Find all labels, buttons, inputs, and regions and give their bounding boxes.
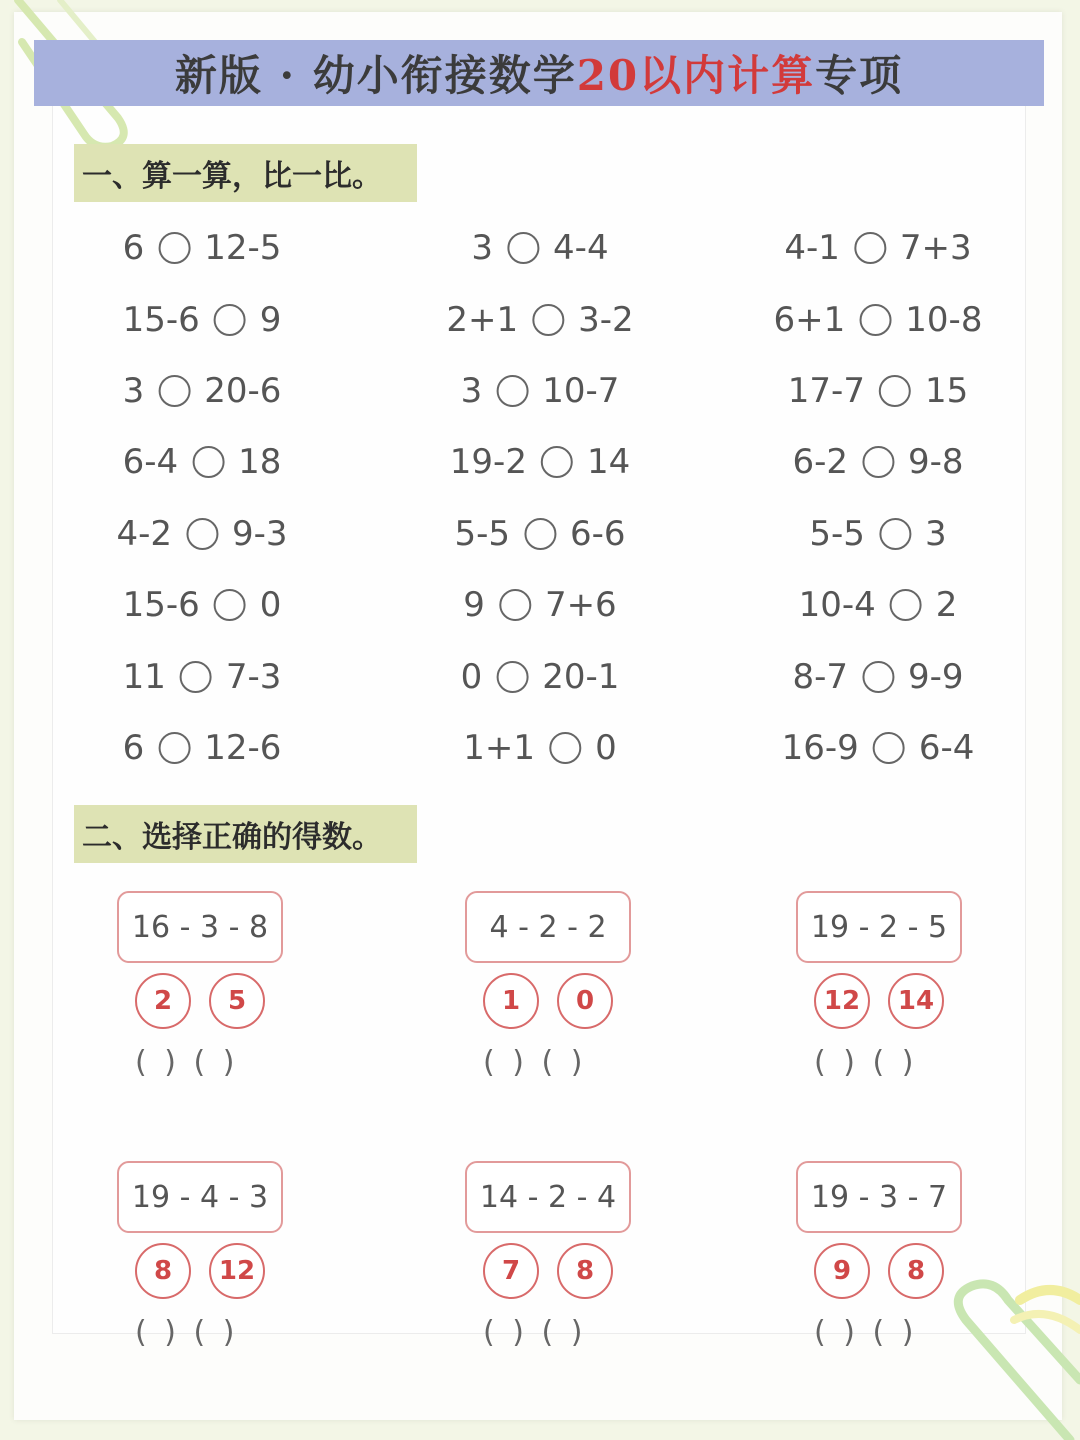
answer-blanks[interactable]: ( ) ( ) (135, 1315, 239, 1350)
compare-right: 7+6 (544, 585, 617, 625)
compare-left: 6-4 (122, 442, 179, 482)
compare-item (116, 514, 287, 554)
answer-circle[interactable] (879, 518, 911, 550)
answer-option[interactable]: 8 (888, 1243, 944, 1299)
compare-item (454, 514, 625, 554)
compare-item (123, 728, 282, 768)
answer-option[interactable]: 8 (135, 1243, 191, 1299)
answer-blanks[interactable]: ( ) ( ) (135, 1045, 239, 1080)
compare-item (788, 371, 968, 411)
compare-right: 9-8 (908, 442, 964, 482)
compare-right: 9-3 (232, 514, 288, 554)
compare-right: 3-2 (578, 300, 634, 340)
compare-left: 3 (460, 371, 483, 411)
compare-right: 10-7 (542, 371, 620, 411)
compare-left: 4-2 (116, 514, 172, 554)
answer-circle[interactable] (541, 446, 573, 478)
answer-circle[interactable] (158, 232, 190, 264)
compare-item (461, 371, 620, 411)
answer-option[interactable]: 12 (209, 1243, 265, 1299)
answer-circle[interactable] (879, 375, 911, 407)
compare-right: 14 (586, 442, 631, 482)
compare-right: 12-5 (204, 228, 282, 268)
answer-circle[interactable] (496, 375, 528, 407)
paper-clip-bottom-right-icon (920, 1260, 1080, 1440)
compare-left: 0 (460, 657, 483, 697)
compare-left: 17-7 (787, 371, 865, 411)
answer-option[interactable]: 14 (888, 973, 944, 1029)
compare-item (463, 585, 616, 625)
compare-left: 4-1 (784, 228, 840, 268)
answer-option[interactable]: 5 (209, 973, 265, 1029)
compare-right: 10-8 (905, 300, 983, 340)
answer-option[interactable]: 0 (557, 973, 613, 1029)
answer-circle[interactable] (214, 304, 246, 336)
section1-heading: 一、算一算，比一比。 (74, 144, 417, 202)
compare-right: 2 (935, 585, 958, 625)
answer-circle[interactable] (549, 732, 581, 764)
answer-circle[interactable] (158, 732, 190, 764)
answer-option[interactable]: 12 (814, 973, 870, 1029)
compare-item (784, 228, 971, 268)
answer-circle[interactable] (873, 732, 905, 764)
title-bar (34, 40, 1044, 106)
compare-item (782, 728, 975, 768)
answer-circle[interactable] (862, 661, 894, 693)
compare-item (446, 300, 633, 340)
compare-left: 1+1 (463, 728, 536, 768)
answer-circle[interactable] (854, 232, 886, 264)
compare-left: 16-9 (781, 728, 859, 768)
worksheet-frame (52, 92, 1026, 1334)
compare-right: 15 (924, 371, 969, 411)
compare-left: 6-2 (792, 442, 848, 482)
answer-circle[interactable] (532, 304, 564, 336)
answer-circle[interactable] (890, 589, 922, 621)
compare-item (450, 442, 630, 482)
answer-option[interactable]: 1 (483, 973, 539, 1029)
answer-blanks[interactable]: ( ) ( ) (814, 1045, 918, 1080)
answer-blanks[interactable]: ( ) ( ) (483, 1315, 587, 1350)
compare-item (792, 657, 963, 697)
answer-circle[interactable] (496, 661, 528, 693)
compare-right: 4-4 (553, 228, 609, 268)
compare-right: 20-6 (204, 371, 282, 411)
compare-item (123, 657, 282, 697)
compare-left: 10-4 (798, 585, 876, 625)
expression-box: 19 - 3 - 7 (796, 1161, 962, 1233)
compare-item (123, 228, 282, 268)
compare-left: 6+1 (773, 300, 846, 340)
answer-circle[interactable] (186, 518, 218, 550)
section2-heading: 二、选择正确的得数。 (74, 805, 417, 863)
answer-blanks[interactable]: ( ) ( ) (483, 1045, 587, 1080)
answer-blanks[interactable]: ( ) ( ) (814, 1315, 918, 1350)
compare-right: 12-6 (204, 728, 282, 768)
compare-item (123, 300, 282, 340)
answer-circle[interactable] (180, 661, 212, 693)
answer-option[interactable]: 9 (814, 1243, 870, 1299)
compare-item (809, 514, 946, 554)
compare-item (123, 371, 282, 411)
answer-option[interactable]: 7 (483, 1243, 539, 1299)
answer-circle[interactable] (524, 518, 556, 550)
compare-right: 0 (595, 728, 617, 768)
compare-item (799, 585, 958, 625)
compare-left: 15-6 (122, 585, 200, 625)
compare-right: 9-9 (908, 657, 964, 697)
expression-box: 4 - 2 - 2 (465, 891, 631, 963)
compare-left: 19-2 (449, 442, 527, 482)
compare-left: 6 (122, 228, 145, 268)
compare-right: 0 (259, 585, 282, 625)
answer-circle[interactable] (158, 375, 190, 407)
answer-circle[interactable] (499, 589, 531, 621)
compare-left: 3 (122, 371, 145, 411)
compare-item (792, 442, 963, 482)
compare-item (461, 657, 620, 697)
compare-left: 6 (122, 728, 145, 768)
expression-box: 19 - 2 - 5 (796, 891, 962, 963)
answer-circle[interactable] (862, 446, 894, 478)
compare-left: 11 (122, 657, 166, 697)
answer-circle[interactable] (859, 304, 891, 336)
answer-option[interactable]: 2 (135, 973, 191, 1029)
compare-right: 18 (238, 442, 282, 482)
compare-item (463, 728, 616, 768)
compare-right: 9 (259, 300, 282, 340)
compare-item (774, 300, 983, 340)
compare-item (123, 442, 282, 482)
expression-box: 14 - 2 - 4 (465, 1161, 631, 1233)
compare-right: 6-4 (918, 728, 975, 768)
compare-right: 20-1 (542, 657, 620, 697)
title-prefix: 新版 · 幼小衔接数学 (174, 51, 577, 100)
compare-item (471, 228, 608, 268)
answer-option[interactable]: 8 (557, 1243, 613, 1299)
compare-left: 5-5 (809, 514, 865, 554)
compare-right: 3 (924, 514, 947, 554)
answer-circle[interactable] (214, 589, 246, 621)
compare-right: 6-6 (570, 514, 626, 554)
compare-left: 8-7 (792, 657, 848, 697)
expression-box: 19 - 4 - 3 (117, 1161, 283, 1233)
answer-circle[interactable] (192, 446, 224, 478)
compare-left: 2+1 (446, 300, 519, 340)
compare-left: 15-6 (122, 300, 200, 340)
compare-left: 5-5 (454, 514, 510, 554)
answer-circle[interactable] (507, 232, 539, 264)
compare-right: 7-3 (225, 657, 282, 697)
compare-right: 7+3 (899, 228, 972, 268)
compare-left: 9 (463, 585, 485, 625)
compare-item (123, 585, 282, 625)
page-title (175, 43, 903, 103)
title-suffix: 专项 (815, 51, 904, 100)
compare-left: 3 (471, 228, 494, 268)
title-highlight: 20以内计算 (576, 51, 816, 100)
expression-box: 16 - 3 - 8 (117, 891, 283, 963)
